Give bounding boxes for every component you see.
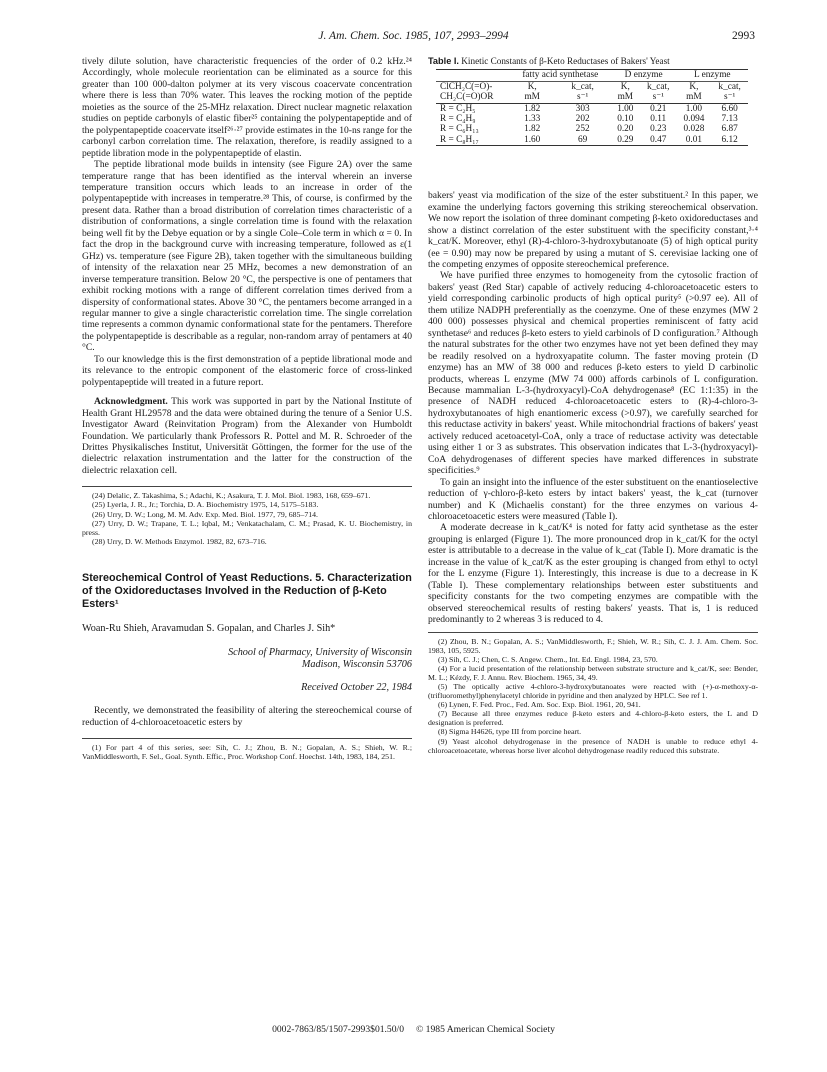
table-unit: mM [510,92,555,103]
table-caption-text: Kinetic Constants of β-Keto Reductases of Bakers' Yeast [458,56,670,66]
copyright: © 1985 American Chemical Society [416,1024,555,1035]
table-cell: 6.12 [711,135,748,146]
footnote: (26) Urry, D. W.; Long, M. M. Adv. Exp. Med. Biol. 1977, 79, 685–714. [92,509,318,519]
paragraph: The peptide librational mode builds in intensity (see Figure 2A) over the same temperature range that has been identified as the interval wherein an inverse temperature transition occurs which leads to an increase in order of the polypentapeptide with increases in temperatre.²⁸ This, of course, is confirmed by the present data. Rather than a broad distribution of correlation times characteristic of a distribution of conformations, a single correlation time is found with the relaxation being well fit by the Debye equation or by a single Cole–Cole term in which α = 0. In fact the drop in the background curve with increasing temperature, followed as ε(1 GHz) vs. temperature (see Figure 2B), taken together with the simultaneous building of intensity of the relaxation near 25 MHz, becomes a new demonstration of an inverse temperature transition. Below 20 °C, the perspective is one of pentamers that exhibit rocking motions with a range of different correlation times derived from a dispersity of conformational states. Above 30 °C, the pentamers become arranged in a regular manner to give a single characteristic correlation time. The single correlation time represents a common dynamic conformational state for the pentamers. Therefore the polypentapeptide is describable as a regular, non-random array of pentamers at 40 °C. [82,159,412,354]
right-column [428,56,758,755]
acknowledgment [82,396,412,476]
table-cell: 1.00 [617,103,634,114]
paragraph: We have purified three enzymes to homogeneity from the cytosolic fraction of bakers' yeast (Red Star) capable of actively reducing 4-chloroacetoacetic esters to yield corresponding carbinolic products of high optical purity⁵ (>0.97 ee). All of them utilize NADPH preferentially as the coenzyme. One of these enzymes (MW 2 400 000) possesses physical and chemical properties reminiscent of fatty acid synthetase⁶ and reduces β-keto esters to yield carbinols of D configuration.⁷ Although the natural substrates for the other two enzymes have not yet been defined they may be readily resolved on a hydroxyapatite column. The faster moving protein (D enzyme) has an MW of 38 000 and reduces β-keto esters to yield D carbinolic products, whereas L enzyme (MW 74 000) affords carbinols of L configuration. Because mammalian L-3-(hydroxyacyl)-CoA dehydrogenase⁸ (EC 1:1:35) in the presence of NADH reduced 4-chloroacetoacetic esters to (R)-4-chloro-3-hydroxybutanoates of high enantiomeric excess (>0.97), we carefully searched for this reductase activity in bakers' yeast. While mitochondrial fractions of bakers' yeast actively reduced acetoacetyl-CoA, only a trace of reductase activity was detectable using either 1 or 3 as substrates. This observation indicates that L-3-(hydroxyacyl)-CoA dehydrogenases of different species have marked differences in substrate specificities.⁹ [428,270,758,477]
article-header [82,572,412,728]
paragraph: bakers' yeast via modification of the size of the ester substituent.² In this paper, we examine the underlying factors governing this striking stereochemical observation. We now report the isolation of three dominant competing β-keto oxidoreductases and show a distinct correlation of the ester substituent with the specificity constant,³·⁴ k_cat/K. Moreover, ethyl (R)-4-chloro-3-hydroxybutanoate (5) of high optical purity (ee = 0.90) may now be prepared by using a mutant of S. cerevisiae lacking one of the competing enzymes of opposite stereochemical preference. [428,190,758,271]
acknowledgment-text: This work was supported in part by the National Institute of Health Grant HL29578 and the data were obtained during the tenure of a Senior U.S. Investigator Award (Reinvitation Program) from the Alexander von Humboldt Foundation. We particularly thank Professors R. Pottel and M. R. Schroeder of the Drittes Physikalisches Institut, Universität Göttingen, the former for the use of the dielectric relaxation instrumentation and the latter for the construction of the dielectric relaxation cell. [82,396,412,476]
footnote: (5) The optically active 4-chloro-3-hydroxybutanoates were reacted with (+)-α-methoxy-α-(trifluoromethyl)phenylacetyl chloride in pyridine and then analyzed by HPLC. See ref 1. [428,681,758,701]
footnote: (2) Zhou, B. N.; Gopalan, A. S.; VanMiddlesworth, F.; Shieh, W. R.; Sih, C. J. J. Am. Chem. Soc. 1983, 105, 5925. [428,636,758,655]
footnotes-right [428,632,758,755]
table-row [436,114,748,124]
table-cell: 6.60 [721,103,738,114]
table-subheader: k_cat, [640,81,677,92]
table-caption [428,56,758,67]
table-group-header: fatty acid synthetase [510,70,611,81]
table-spacer [428,146,758,190]
table-group-header: D enzyme [611,70,677,81]
table-cell: 252 [575,124,590,135]
table-subheader: K, [510,81,555,92]
table-cell: 0.028 [683,124,705,135]
paragraph: To our knowledge this is the first demonstration of a peptide librational mode and its relevance to the entropic component of the elastomeric force of cross-linked polypentapeptide will treated in a future report. [82,353,412,388]
footnote: (3) Sih, C. J.; Chen, C. S. Angew. Chem., Int. Ed. Engl. 1984, 23, 570. [438,654,658,664]
table-cell-substrate: R = C₈H₁₇ [436,135,510,146]
footnote: (24) Delalic, Z. Takashima, S.; Adachi, K.; Asakura, T. J. Mol. Biol. 1983, 168, 659–671. [92,491,371,501]
table-unit: s⁻¹ [555,92,611,103]
footnote: (4) For a lucid presentation of the relationship between substrate structure and k_cat/K, see: Bender, M. L.; Kézdy, F. J. Annu. Rev. Biochem. 1965, 34, 49. [428,663,758,682]
left-column [82,56,412,761]
table-cell: 0.21 [650,103,667,114]
affiliation-line: Madison, Wisconsin 53706 [301,659,412,671]
table-cell: 0.20 [617,124,634,135]
table-cell: 6.87 [721,124,738,135]
table-row [436,135,748,146]
paragraph: A moderate decrease in k_cat/K⁴ is noted for fatty acid synthetase as the ester grouping is enlarged (Figure 1). The more pronounced drop in k_cat/K for the octyl ester is attributable to a decrease in the value of k_cat (Table I). More dramatic is the increase in the value of k_cat/K as the ester grouping is changed from ethyl to octyl for the L enzyme (Figure 1). Interestingly, this increase is due to a decrease in K (Table I). These complementary relationships between ester substituents and specificity constants for the two competing enzymes are compatible with the observed stereochemical results of resting bakers' yeasts. That is, 1 is reduced predominantly to 2 whereas 3 is reduced to 4. [428,522,758,626]
paragraph: To gain an insight into the influence of the ester substituent on the enantioselective reduction of γ-chloro-β-keto esters by intact bakers' yeast, the k_cat (turnover number) and K (Michaelis constant) for the three enzymes on various 4-chloroacetoacetic esters were measured (Table I). [428,476,758,522]
table-cell: 1.82 [524,124,541,135]
page-number: 2993 [732,30,755,42]
substrate-header: ClCH₂C(=O)- [436,81,510,92]
affiliation-line: School of Pharmacy, University of Wisconsin [228,647,412,659]
table-cell: 0.29 [611,135,640,146]
page-footer [0,1024,827,1035]
table-cell: 69 [555,135,611,146]
table-cell: 0.47 [640,135,677,146]
table-group-header: L enzyme [677,70,748,81]
table-unit: mM [611,92,640,103]
footnote: (8) Sigma H4626, type III from porcine heart. [438,727,582,737]
table-cell: 0.094 [683,114,705,125]
table-caption-label: Table I. [428,56,459,66]
table-cell: 1.33 [524,114,541,125]
running-title: J. Am. Chem. Soc. 1985, 107, 2993–2994 [318,30,509,42]
table-cell-substrate: R = C₆H₁₃ [440,124,479,135]
article-intro: Recently, we demonstrated the feasibility of altering the stereochemical course of reduction of 4-chloroacetoacetic esters by [82,705,412,728]
table-cell-substrate: R = C₂H₅ [440,103,476,114]
table-subheader: K, [611,81,640,92]
table-unit: s⁻¹ [711,92,748,103]
running-head [0,30,827,46]
footnotes-left [82,486,412,546]
table-cell: 0.10 [617,114,634,125]
footnote: (28) Urry, D. W. Methods Enzymol. 1982, 82, 673–716. [92,536,267,546]
table-subheader: k_cat, [555,81,611,92]
table-cell: 303 [575,103,590,114]
table-cell: 0.23 [650,124,667,135]
table-row [436,103,748,114]
substrate-header: CH₂C(=O)OR [436,92,510,103]
article-title: Stereochemical Control of Yeast Reductions. 5. Characterization of the Oxidoreductases Involved in the Reduction of β-Keto Esters¹ [82,571,412,610]
table-unit: mM [677,92,712,103]
received-date: Received October 22, 1984 [301,681,412,693]
table-cell: 1.82 [524,103,541,114]
table-subheader-row [436,81,748,92]
kinetic-constants-table [436,69,748,146]
table-subheader: k_cat, [711,81,748,92]
article-code: 0002-7863/85/1507-2993$01.50/0 [272,1024,404,1035]
article-authors: Woan-Ru Shieh, Aravamudan S. Gopalan, and Charles J. Sih* [82,622,336,634]
footnote: (6) Lynen, F. Fed. Proc., Fed. Am. Soc. Exp. Biol. 1961, 20, 941. [438,700,641,710]
table-cell-substrate: R = C₄H₉ [440,114,476,125]
acknowledgment-label: Acknowledgment. [94,396,168,408]
table-cell: 0.01 [677,135,712,146]
table-group-header-row [436,70,748,81]
table-cell: 1.00 [685,103,703,114]
footnote: (7) Because all three enzymes reduce β-keto esters and 4-chloro-β-keto esters, the L and D designation is preferred. [428,709,758,728]
table-row [436,124,748,134]
table-unit: s⁻¹ [640,92,677,103]
table-cell: 202 [575,114,590,125]
table-subheader: K, [677,81,712,92]
table-cell: 0.11 [650,114,667,125]
table-header-cell [436,70,510,81]
footnotes-article [82,738,412,761]
table-cell: 7.13 [721,114,738,125]
paragraph: tively dilute solution, have characteristic frequencies of the order of 0.2 kHz.²⁴ Accordingly, whole molecule reorientation can be eliminated as a source for this greater than 100 000-dalton polymer at its very viscous coacervate concentration where there is less than 70% water. This leaves the rocking motion of the peptide moieties as the source of the 25-MHz relaxation. Direct nuclear magnetic relaxation studies on peptide carbonyls of elastic fiber²⁵ containing the polypentapeptide and of the polypentapeptide coacervate itself²⁶·²⁷ provide estimates in the 10-ns range for the carbonyl carbon correlation time. The relaxation, therefore, is readily assigned to a peptide libration mode in the polypentapeptide of elastin. [82,56,412,159]
table-units-row [436,92,748,103]
footnote: (25) Lyerla, J. R., Jr.; Torchia, D. A. Biochemistry 1975, 14, 5175–5183. [92,500,319,510]
footnote: (9) Yeast alcohol dehydrogenase in the presence of NADH is unable to reduce ethyl 4-chloroacetoacetate, whereas horse liver alcohol dehydrogenase readily reduced this substrate. [428,736,758,755]
footnote: (27) Urry, D. W.; Trapane, T. L.; Iqbal, M.; Venkatachalam, C. M.; Prasad, K. U. Biochemistry, in press. [82,518,412,537]
table-cell: 1.60 [510,135,555,146]
footnote: (1) For part 4 of this series, see: Sih, C. J.; Zhou, B. N.; Gopalan, A. S.; Shieh, W. R.; VanMiddlesworth, F. Sel., Goal. Synth. Effic., Proc. Workshop Conf. Hoechst. 14th, 1983, 184, 251. [82,743,412,762]
